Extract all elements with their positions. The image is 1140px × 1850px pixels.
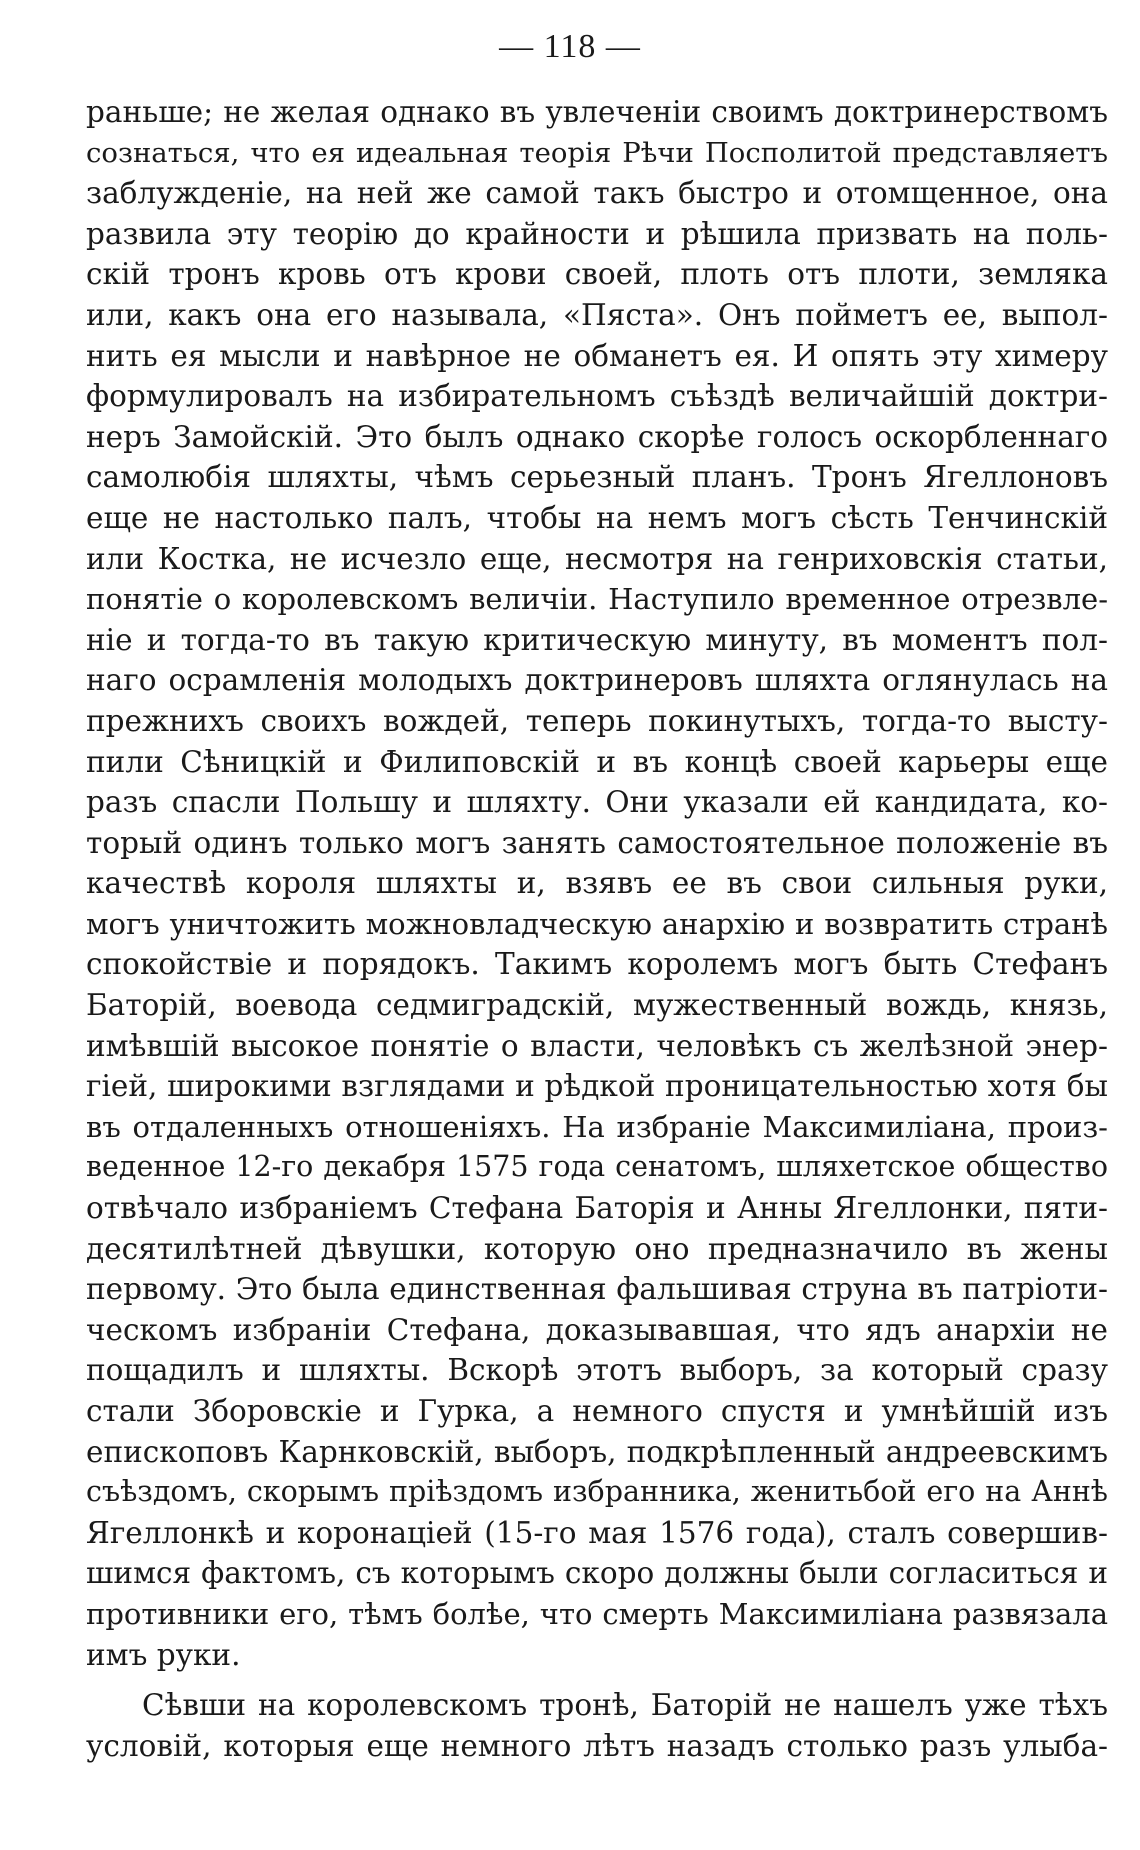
text-line: неръ Замойскій. Это былъ однако скорѣе голосъ оскорбленнаго [86, 419, 1108, 454]
text-line: раньше; не желая однако въ увлеченіи своимъ доктринерствомъ [86, 95, 1108, 129]
text-line: епископовъ Карнковскій, выборъ, подкрѣпленный андреевскимъ [86, 1434, 1108, 1469]
text-line: спокойствіе и порядокъ. Такимъ королемъ могъ быть Стефанъ [86, 947, 1108, 982]
text-line: сознаться, что ея идеальная теорія Рѣчи Посполитой представляетъ [86, 136, 1108, 169]
text-line: торый одинъ только могъ занять самостоятельное положеніе въ [86, 825, 1108, 860]
text-line: формулировалъ на избирательномъ съѣздѣ величайшій доктри- [86, 379, 1108, 414]
text-line: отвѣчало избраніемъ Стефана Баторія и Анны Ягеллонки, пяти- [86, 1191, 1108, 1226]
text-line: имъ руки. [86, 1637, 241, 1672]
text-line: Ягеллонкѣ и коронаціей (15-го мая 1576 года), сталъ совершив- [86, 1515, 1108, 1550]
text-line: Баторій, воевода седмиградскій, мужественный вождь, князь, [86, 988, 1108, 1023]
text-line: противники его, тѣмъ болѣе, что смерть Максимиліана развязала [86, 1596, 1108, 1631]
text-line: развила эту теорію до крайности и рѣшила призвать на поль- [86, 216, 1108, 251]
text-line: Сѣвши на королевскомъ тронѣ, Баторій не нашелъ уже тѣхъ [142, 1688, 1108, 1723]
text-line: первому. Это была единственная фальшивая струна въ патріоти- [86, 1272, 1108, 1307]
text-line: наго осрамленія молодыхъ доктринеровъ шляхта оглянулась на [86, 663, 1108, 698]
paragraph-gap [86, 1675, 1108, 1685]
text-line: или Костка, не исчезло еще, несмотря на генриховскія статьи, [86, 541, 1108, 576]
text-line: нить ея мысли и навѣрное не обманетъ ея. И опять эту химеру [86, 338, 1108, 373]
text-line: еще не настолько палъ, чтобы на немъ могъ сѣсть Тенчинскій [86, 500, 1108, 535]
text-line: ческомъ избраніи Стефана, доказывавшая, что ядъ анархіи не [86, 1312, 1108, 1347]
text-line: гіей, широкими взглядами и рѣдкой проницательностью хотя бы [86, 1069, 1108, 1104]
text-line: самолюбія шляхты, чѣмъ серьезный планъ. Тронъ Ягеллоновъ [86, 460, 1108, 495]
text-line: десятилѣтней дѣвушки, которую оно предназначило въ жены [86, 1231, 1108, 1266]
text-line: ніе и тогда-то въ такую критическую минуту, въ моментъ пол- [86, 622, 1108, 657]
text-line: понятіе о королевскомъ величіи. Наступило временное отрезвле- [86, 582, 1108, 617]
paragraph-2 [86, 1685, 1108, 1766]
text-line: заблужденіе, на ней же самой такъ быстро и отомщенное, она [86, 176, 1108, 211]
text-line: прежнихъ своихъ вождей, теперь покинутыхъ, тогда-то высту- [86, 703, 1108, 738]
text-line: пощадилъ и шляхты. Вскорѣ этотъ выборъ, за который сразу [86, 1353, 1108, 1388]
text-line: веденное 12-го декабря 1575 года сенатомъ, шляхетское общество [86, 1150, 1108, 1184]
text-line: въ отдаленныхъ отношеніяхъ. На избраніе Максимиліана, произ- [86, 1109, 1108, 1144]
text-line: качествѣ короля шляхты и, взявъ ее въ свои сильныя руки, [86, 866, 1108, 901]
text-line: могъ уничтожить можновладческую анархію и возвратить странѣ [86, 906, 1108, 941]
text-line: или, какъ она его называла, «Пяста». Онъ пойметъ ее, выпол- [86, 297, 1108, 332]
paragraph-1 [86, 92, 1108, 1675]
text-line: условій, которыя еще немного лѣтъ назадъ столько разъ улыба- [86, 1728, 1108, 1763]
text-line: пили Сѣницкій и Филиповскій и въ концѣ своей карьеры еще [86, 744, 1108, 779]
text-line: скій тронъ кровь отъ крови своей, плоть отъ плоти, земляка [86, 257, 1108, 292]
text-line: съѣздомъ, скорымъ пріѣздомъ избранника, женитьбой его на Аннѣ [86, 1475, 1108, 1509]
text-line: разъ спасли Польшу и шляхту. Они указали ей кандидата, ко- [86, 785, 1108, 820]
page-number: — 118 — [499, 28, 641, 65]
body-text [86, 92, 1108, 1766]
text-line: шимся фактомъ, съ которымъ скоро должны были согласиться и [86, 1556, 1108, 1591]
text-line: имѣвшій высокое понятіе о власти, человѣкъ съ желѣзной энер- [86, 1028, 1108, 1063]
text-line: стали Зборовскіе и Гурка, а немного спустя и умнѣйшій изъ [86, 1394, 1108, 1428]
